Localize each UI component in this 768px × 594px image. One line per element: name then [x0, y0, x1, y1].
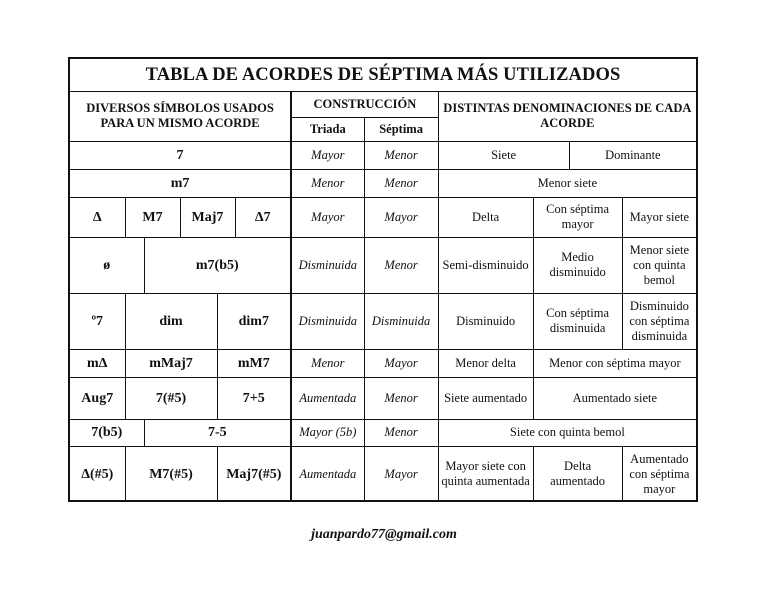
chord-symbol: M7(#5) [125, 446, 217, 502]
chord-table [70, 92, 696, 502]
header-construccion: CONSTRUCCIÓN [291, 92, 438, 117]
chord-symbol: Maj7 [180, 197, 235, 237]
chord-symbol: Δ [70, 197, 125, 237]
chord-name: Menor siete [438, 169, 696, 197]
chord-symbol: 7 [70, 141, 291, 169]
header-row-1 [70, 92, 696, 117]
triada-cell: Aumentada [291, 446, 364, 502]
septima-cell: Mayor [364, 197, 438, 237]
chord-name: Aumentado con séptima mayor [622, 446, 696, 502]
table-row [70, 377, 696, 419]
table-title: TABLA DE ACORDES DE SÉPTIMA MÁS UTILIZADOS [70, 59, 696, 92]
triada-cell: Menor [291, 349, 364, 377]
table-row [70, 169, 696, 197]
chord-name: Menor delta [438, 349, 533, 377]
chord-name: Siete aumentado [438, 377, 533, 419]
table-row [70, 237, 696, 293]
chord-symbol: Maj7(#5) [217, 446, 291, 502]
header-septima: Séptima [364, 117, 438, 141]
chord-symbol: 7+5 [217, 377, 291, 419]
table-row [70, 349, 696, 377]
chord-symbol: dim7 [217, 293, 291, 349]
chord-symbol: 7-5 [144, 419, 291, 446]
chord-symbol: ø [70, 237, 144, 293]
chord-symbol: º7 [70, 293, 125, 349]
header-denominaciones: DISTINTAS DENOMINACIONES DE CADA ACORDE [438, 92, 696, 141]
table-row [70, 293, 696, 349]
chord-symbol: 7(b5) [70, 419, 144, 446]
chord-name: Disminuido con séptima disminuida [622, 293, 696, 349]
septima-cell: Mayor [364, 446, 438, 502]
chord-name: Semi-disminuido [438, 237, 533, 293]
chord-symbol: Δ7 [235, 197, 291, 237]
chord-table-sheet [68, 57, 698, 502]
septima-cell: Mayor [364, 349, 438, 377]
header-triada: Triada [291, 117, 364, 141]
chord-name: Siete [438, 141, 569, 169]
chord-name: Menor con séptima mayor [533, 349, 696, 377]
triada-cell: Mayor [291, 197, 364, 237]
triada-cell: Aumentada [291, 377, 364, 419]
chord-symbol: m7(b5) [144, 237, 291, 293]
chord-name: Delta aumentado [533, 446, 622, 502]
triada-cell: Mayor [291, 141, 364, 169]
chord-symbol: 7(#5) [125, 377, 217, 419]
chord-name: Delta [438, 197, 533, 237]
table-row [70, 141, 696, 169]
chord-name: Siete con quinta bemol [438, 419, 696, 446]
header-symbols: DIVERSOS SÍMBOLOS USADOS PARA UN MISMO ACORDE [70, 92, 291, 141]
septima-cell: Menor [364, 377, 438, 419]
chord-name: Dominante [569, 141, 696, 169]
chord-symbol: Δ(#5) [70, 446, 125, 502]
triada-cell: Menor [291, 169, 364, 197]
table-row [70, 419, 696, 446]
triada-cell: Mayor (5b) [291, 419, 364, 446]
chord-symbol: dim [125, 293, 217, 349]
chord-name: Con séptima mayor [533, 197, 622, 237]
triada-cell: Disminuida [291, 237, 364, 293]
septima-cell: Disminuida [364, 293, 438, 349]
chord-symbol: mΔ [70, 349, 125, 377]
chord-name: Mayor siete [622, 197, 696, 237]
table-row [70, 197, 696, 237]
chord-name: Medio disminuido [533, 237, 622, 293]
chord-name: Aumentado siete [533, 377, 696, 419]
septima-cell: Menor [364, 237, 438, 293]
chord-symbol: mMaj7 [125, 349, 217, 377]
chord-symbol: M7 [125, 197, 180, 237]
chord-symbol: Aug7 [70, 377, 125, 419]
triada-cell: Disminuida [291, 293, 364, 349]
septima-cell: Menor [364, 141, 438, 169]
septima-cell: Menor [364, 419, 438, 446]
chord-name: Con séptima disminuida [533, 293, 622, 349]
author-email: juanpardo77@gmail.com [311, 527, 457, 542]
septima-cell: Menor [364, 169, 438, 197]
chord-symbol: mM7 [217, 349, 291, 377]
chord-name: Mayor siete con quinta aumentada [438, 446, 533, 502]
table-row [70, 446, 696, 502]
chord-name: Disminuido [438, 293, 533, 349]
chord-name: Menor siete con quinta bemol [622, 237, 696, 293]
chord-symbol: m7 [70, 169, 291, 197]
